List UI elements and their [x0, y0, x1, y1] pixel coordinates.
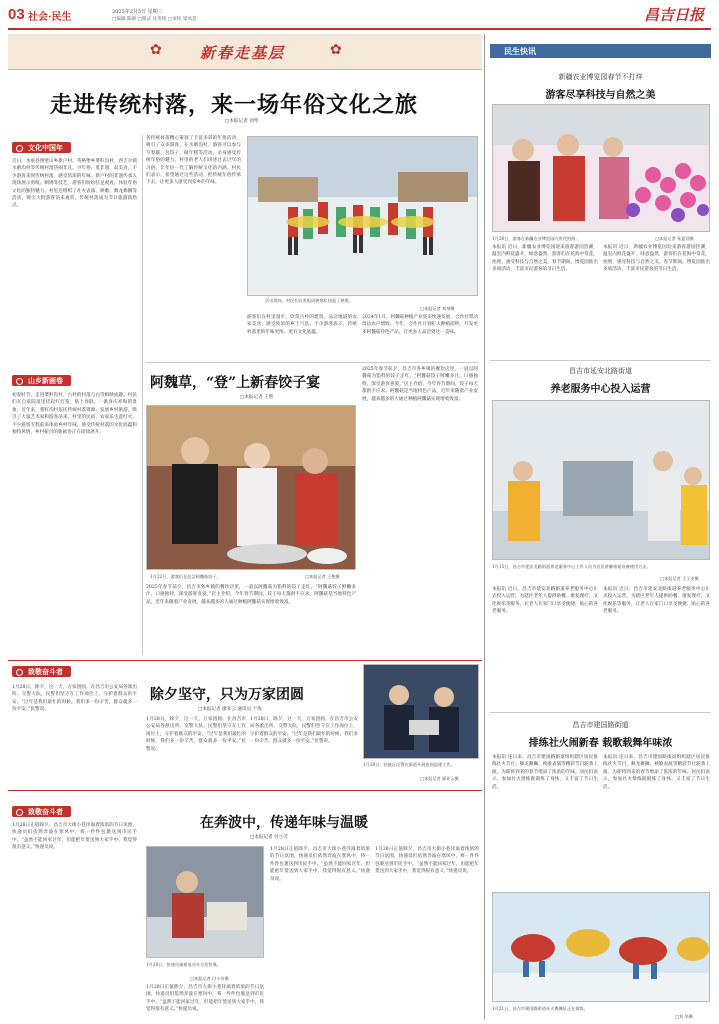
lead-col3-text: 游客们在村里漫步，欣赏古朴的建筑，品尝地道的农家美食，感受浓浓的乡土气息。不少游客表示，传统村落里的年味更浓，更有文化底蕴。 [247, 315, 357, 335]
news1-photo-credit: □本报记者 张夏翎摄 [655, 236, 694, 241]
news1-body-col2: 本报讯 近日，新疆农业博览园迎来游客游园热潮，温室内鲜花盛开，绿意盎然，游客们在花海中赏花、拍照，感受科技与自然之美。春节期间，博览园推出多项活动，丰富市民游客的节日生活。 [603, 245, 710, 273]
page-number: 03 [8, 6, 25, 23]
issue-date: 2025年2月5日 星期三 [112, 9, 163, 15]
news3-photo-caption: 1月21日，昌吉市建国路街道社火舞狮队正在排练。 [492, 1006, 588, 1011]
lead-photo [247, 136, 478, 296]
article4-photo [146, 846, 264, 958]
article2-byline: □本报记者 王艳 [240, 395, 274, 400]
news2-photo [492, 400, 710, 560]
article2-body: 2025年春节前夕，昌吉市各乡镇的餐饮店里，一道以阿魏菇为馅料的饺子走红。“阿魏菇饺子鲜嫩多汁，口感独特，深受游客喜爱。”店主介绍，今年春节期间，饺子每天都供不应求。阿魏菇是当地特色产品，近年来随着产业发展，越来越多的人通过种植阿魏菇实现增收致富。 [146, 585, 356, 605]
article4-byline: □本报记者 付小芳 [250, 835, 288, 840]
article3-byline: □本报记者 廖亚云 通讯员 于海 [198, 707, 262, 712]
section-label: 致敬奋斗者 [12, 666, 71, 677]
section-label: 山乡新画卷 [12, 375, 71, 386]
editor-credits: □编辑 陈锦 □版式 任雯铭 □审校 梁凤荟 [112, 17, 197, 22]
news2-title: 养老服务中心投入运营 [550, 384, 651, 395]
news3-body-col2: 本报讯 连日来，昌吉市建国路街道组织辖区居民排练社火节目，舞龙舞狮、秧歌表演等精彩节目轮番上演，为即将到来的春节增添了浓浓的年味。居民们表示，参加社火排练既锻炼了身体，又丰富了节日生活。 [603, 755, 710, 790]
article3-photo-caption: 1月28日，回族区民警在街道开展夜间巡逻工作。 [363, 762, 455, 767]
news3-subtitle: 昌吉市建国路街道 [572, 721, 629, 729]
article2-headline: 阿魏草，“登”上新春饺子宴 [150, 375, 321, 391]
lantern-icon: ✿ [330, 42, 342, 58]
news2-photo-caption: 1月15日，昌吉市延安北路街道养老服务中心工作人员为居民讲解康复设备使用方法。 [492, 564, 651, 569]
lead-headline: 走进传统村落，来一场年俗文化之旅 [50, 92, 419, 118]
article2-side-text: 2025年春节前夕，昌吉市各乡镇的餐饮店里，一道以阿魏菇为馅料的饺子走红。“阿魏菇饺子鲜嫩多汁，口感独特，深受游客喜爱。”店主介绍，今年春节期间，饺子每天都供不应求。阿魏菇是当地特色产品，近年来随着产业发展，越来越多的人通过种植阿魏菇实现增收致富。 [362, 367, 478, 402]
article4-photo-caption: 1月28日，快递员骑着电动车分发包裹。 [146, 962, 221, 967]
section-label: 致敬奋斗者 [12, 806, 71, 817]
news1-title: 游客尽享科技与自然之美 [545, 90, 656, 101]
article3-col1: 1月28日，除夕，这一天，万家团圆。在昌吉市公安局各派出所、交警大队，民警们坚守在工作岗位上，守护着群众的平安。“过年是我们最忙的时候，我们多一份辛苦，群众就多一份平安。”民警说。 [12, 685, 137, 713]
article4-photo-credit: □本报记者 付小芳摄 [190, 976, 229, 981]
news3-body-col1: 本报讯 连日来，昌吉市建国路街道组织辖区居民排练社火节目，舞龙舞狮、秧歌表演等精彩节目轮番上演，为即将到来的春节增添了浓浓的年味。居民们表示，参加社火排练既锻炼了身体，又丰富了节日生活。 [492, 755, 598, 790]
lead-col1-text: 近日，木垒县照壁山乡新户村、英格堡乡菜籽沟村、西吉尔镇水磨沟村等传统村落热闹非凡。寻年俗、逛非遗、品美食，不少游客来到传统村落，感受浓浓的年味。新户村的非遗传承人现场展示剪纸、刺绣等技艺，游客们纷纷驻足观看，体验年俗文化的独特魅力。村里还组织了社火表演、秧歌、舞龙舞狮等活动，吸引大批游客前来观赏，传统村落成为节日旅游新热点。 [12, 159, 137, 209]
news1-photo [492, 104, 710, 232]
news2-photo-credit: □本报记者 王子安摄 [660, 576, 699, 581]
banner-title: 新春走基层 [200, 44, 286, 62]
lead-col2-text: 各传统村落精心策划了丰富多彩的年俗活动，吸引了众多游客。在水磨沟村，游客可以参与写春联、包饺子、做年糕等活动，亲身感受传统年俗的魅力。村里的老人们讲述过去过年的习俗，让年轻一代了解传统文化的内涵。村民们表示，希望通过这些活动，把传统年俗传承下去，让更多人感受到家乡的年味。 [146, 136, 241, 186]
article4-headline: 在奔波中，传递年味与温暖 [200, 815, 368, 831]
lantern-icon: ✿ [150, 42, 162, 58]
news1-subtitle: 新疆农业博览园春节不打烊 [558, 73, 643, 81]
newspaper-logo: 昌吉日报 [644, 6, 705, 24]
section-name: 社会·民生 [28, 12, 72, 23]
news1-body-col1: 本报讯 近日，新疆农业博览园迎来游客游园热潮，温室内鲜花盛开，绿意盎然，游客们在花海中赏花、拍照，感受科技与自然之美。春节期间，博览园推出多项活动，丰富市民游客的节日生活。 [492, 245, 598, 273]
lead-byline: □本报记者 刘琴 [225, 119, 259, 124]
news2-subtitle: 昌吉市延安北路街道 [569, 367, 632, 375]
article3-headline: 除夕坚守，只为万家团圆 [150, 687, 304, 703]
article4-col1: 1月28日正值除夕，昌吉市大街小巷洋溢着浓浓的节日氛围，快递员们依然奔波在寒风中，将一件件包裹送到市民手中。“虽然不能回家过年，但能把年货送到大家手中，我觉得很有意义。”快递员说。 [12, 823, 137, 851]
news1-photo-caption: 1月26日，游客在新疆农业博览园内赏花拍照。 [492, 236, 580, 241]
article2-photo [146, 405, 356, 570]
article4-col3: 1月28日正值除夕，昌吉市大街小巷洋溢着浓浓的节日氛围，快递员们依然奔波在寒风中，将一件件包裹送到市民手中。“虽然不能回家过年，但能把年货送到大家手中，我觉得很有意义。”快递员说。 [270, 847, 370, 882]
lead-col1-text: 初春时节，走进菜籽沟村，古朴的村落与白雪相映成趣。村民们在自家院落里挂起红灯笼，贴上春联，一派喜庆祥和的景象。近年来，菜籽沟村依托传统村落资源，发展乡村旅游，吸引了大量艺术家和游客前来。村里的民宿、农家乐生意红火，不少游客专程前来体验乡村年味，感受传统村落的文化底蕴和独特风情，乡村振兴的新画卷正在徐徐展开。 [12, 393, 137, 436]
lead-photo-credit: □本报记者 刘琴摄 [420, 306, 455, 311]
article2-photo-caption: 1月22日，游客们在品尝阿魏菇饺子。 [150, 574, 221, 579]
news2-body-col1: 本报讯 近日，昌吉市延安北路街道养老服务中心正式投入运营，为辖区老年人提供助餐、康复理疗、文化娱乐等服务，让老人在家门口享受便捷、贴心的养老服务。 [492, 587, 598, 615]
article3-col3: 1月28日，除夕，这一天，万家团圆。在昌吉市公安局各派出所、交警大队，民警们坚守在工作岗位上，守护着群众的平安。“过年是我们最忙的时候，我们多一份辛苦，群众就多一份平安。”民警说。 [250, 717, 358, 745]
news3-photo [492, 892, 710, 1002]
news3-title: 排练社火闹新春 载歌载舞年味浓 [528, 738, 673, 749]
article2-photo-credit: □本报记者 王艳摄 [305, 574, 340, 579]
article3-photo-credit: □本报记者 廖亚云摄 [420, 776, 459, 781]
lead-photo-caption: 活动现场，村民们自发组成秧歌队扭起了秧歌。 [265, 298, 353, 303]
article4-col2b: 1月28日正值除夕，昌吉市大街小巷洋溢着浓浓的节日氛围，快递员们依然奔波在寒风中，将一件件包裹送到市民手中。“虽然不能回家过年，但能把年货送到大家手中，我觉得很有意义。”快递员说。 [146, 985, 264, 1013]
header-rule [8, 28, 711, 30]
right-section-header: 民生快讯 [490, 44, 711, 58]
article3-col2: 1月28日，除夕，这一天，万家团圆。在昌吉市公安局各派出所、交警大队，民警们坚守在工作岗位上，守护着群众的平安。“过年是我们最忙的时候，我们多一份辛苦，群众就多一份平安。”民警说。 [146, 717, 246, 752]
news2-body-col2: 本报讯 近日，昌吉市延安北路街道养老服务中心正式投入运营，为辖区老年人提供助餐、康复理疗、文化娱乐等服务，让老人在家门口享受便捷、贴心的养老服务。 [603, 587, 710, 615]
lead-col4-text: 2024年1月，阿魏菇种植产业迎来快速发展，合作社带动周边农户增收。今年，合作社计划扩大种植面积，开发更多阿魏菇特色产品，让更多人品尝到这一美味。 [362, 315, 478, 335]
article3-photo [363, 664, 479, 759]
news3-photo-credit: □刘 华摄 [675, 1014, 693, 1019]
section-label: 文化中国年 [12, 142, 71, 153]
article4-col4: 1月28日正值除夕，昌吉市大街小巷洋溢着浓浓的节日氛围，快递员们依然奔波在寒风中，将一件件包裹送到市民手中。“虽然不能回家过年，但能把年货送到大家手中，我觉得很有意义。”快递员说。 [375, 847, 479, 875]
